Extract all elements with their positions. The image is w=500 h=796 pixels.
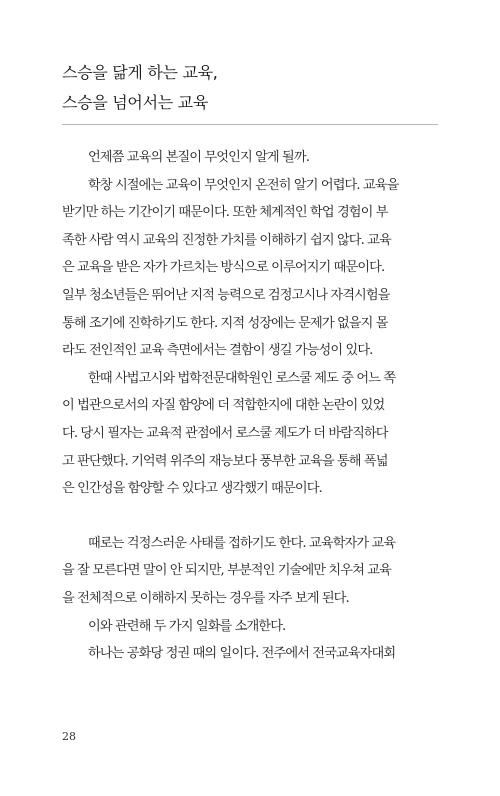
paragraph-5-line-1: 이와 관련해 두 가지 일화를 소개한다.: [88, 618, 286, 634]
paragraph-2-line-5: 일부 청소년들은 뛰어난 지적 능력으로 검정고시나 자격시험을: [62, 287, 390, 303]
paragraph-6-line-1: 하나는 공화당 정권 때의 일이다. 전주에서 전국교육자대회: [88, 646, 396, 662]
paragraph-3-line-5: 은 인간성을 함양할 수 있다고 생각했기 때문이다.: [62, 481, 322, 497]
page-number: 28: [62, 730, 76, 743]
heading-divider: [62, 124, 438, 125]
body-text: [62, 144, 438, 668]
paragraph-gap: [62, 503, 438, 530]
paragraph-2-line-7: 라도 전인적인 교육 측면에서는 결함이 생길 가능성이 있다.: [62, 343, 373, 359]
paragraph-4-line-3: 을 전체적으로 이해하지 못하는 경우를 자주 보게 된다.: [62, 590, 349, 606]
paragraph-2-line-4: 은 교육을 받은 자가 가르치는 방식으로 이루어지기 때문이다.: [62, 260, 385, 276]
paragraph-3-line-3: 다. 당시 필자는 교육적 관점에서 로스쿨 제도가 더 바람직하다: [62, 425, 388, 441]
paragraph-3-line-1: 한때 사법고시와 법학전문대학원인 로스쿨 제도 중 어느 쪽: [88, 370, 396, 386]
paragraph-3-line-2: 이 법관으로서의 자질 함양에 더 적합한지에 대한 논란이 있었: [62, 398, 385, 414]
paragraph-2-line-2: 받기만 하는 기간이기 때문이다. 또한 체계적인 학업 경험이 부: [62, 205, 388, 221]
paragraph-3-line-4: 고 판단했다. 기억력 위주의 재능보다 풍부한 교육을 통해 폭넓: [62, 453, 388, 469]
paragraph-2-line-3: 족한 사람 역시 교육의 진정한 가치를 이해하기 쉽지 않다. 교육: [62, 232, 391, 248]
paragraph-2-line-1: 학창 시절에는 교육이 무엇인지 온전히 알기 어렵다. 교육을: [88, 177, 399, 193]
paragraph-1-line-1: 언제쯤 교육의 본질이 무엇인지 알게 될까.: [88, 150, 310, 165]
paragraph-2-line-6: 통해 조기에 진학하기도 한다. 지적 성장에는 문제가 없을지 몰: [62, 315, 388, 331]
section-heading-line-2: 스승을 넘어서는 교육: [62, 93, 208, 112]
section-heading: [62, 58, 422, 118]
paragraph-4-line-1: 때로는 걱정스러운 사태를 접하기도 한다. 교육학자가 교육: [88, 535, 396, 551]
paragraph-4-line-2: 을 잘 모른다면 말이 안 되지만, 부분적인 기술에만 치우쳐 교육: [62, 563, 391, 579]
section-heading-line-1: 스승을 닮게 하는 교육,: [62, 63, 218, 82]
